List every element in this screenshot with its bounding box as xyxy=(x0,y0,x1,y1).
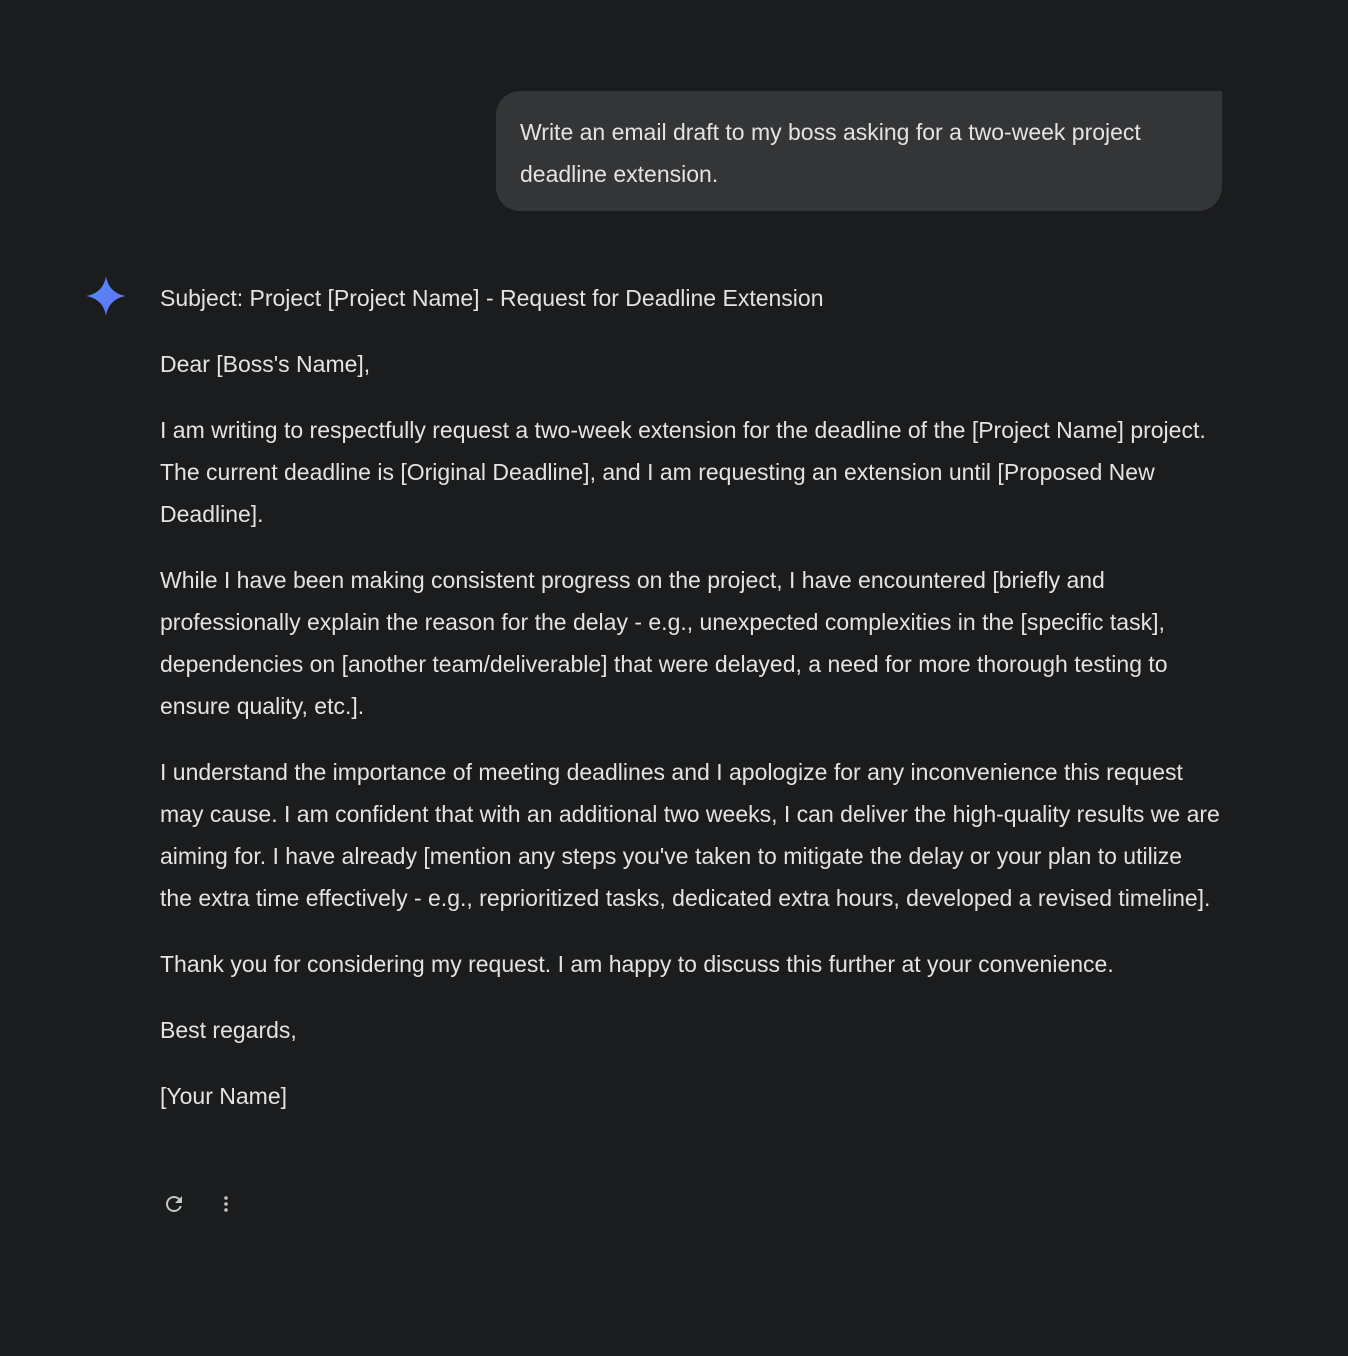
email-signoff: Best regards, xyxy=(160,1017,297,1043)
response-actions xyxy=(154,1186,246,1226)
regenerate-button[interactable] xyxy=(154,1186,194,1226)
email-paragraph-reason: While I have been making consistent progress on the project, I have encountered [briefly and professionally explain the reason for the delay - e.g., unexpected complexities in the [specific task], dependencies on [another team/deliverable] that were delayed, a need for more thorough testing to ensure quality, etc.]. xyxy=(160,567,1168,719)
sparkle-icon xyxy=(84,274,128,318)
more-options-button[interactable] xyxy=(206,1186,246,1226)
email-signature: [Your Name] xyxy=(160,1083,287,1109)
email-paragraph-apology: I understand the importance of meeting deadlines and I apologize for any inconvenience this request may cause. I am confident that with an additional two weeks, I can deliver the high-quality results we are aiming for. I have already [mention any steps you've taken to mitigate the delay or your plan to utilize the extra time effectively - e.g., reprioritized tasks, dedicated extra hours, developed a revised timeline]. xyxy=(160,759,1220,911)
assistant-response xyxy=(160,277,1220,1141)
email-subject: Subject: Project [Project Name] - Request for Deadline Extension xyxy=(160,285,824,311)
user-message-bubble xyxy=(496,91,1222,211)
email-paragraph-request: I am writing to respectfully request a two-week extension for the deadline of the [Project Name] project. The current deadline is [Original Deadline], and I am requesting an extension until [Proposed New Deadline]. xyxy=(160,417,1206,527)
email-paragraph-thanks: Thank you for considering my request. I am happy to discuss this further at your convenience. xyxy=(160,951,1114,977)
user-message-text: Write an email draft to my boss asking for a two-week project deadline extension. xyxy=(520,119,1141,187)
refresh-icon xyxy=(162,1192,186,1221)
email-greeting: Dear [Boss's Name], xyxy=(160,351,371,377)
more-vertical-icon xyxy=(214,1192,238,1221)
